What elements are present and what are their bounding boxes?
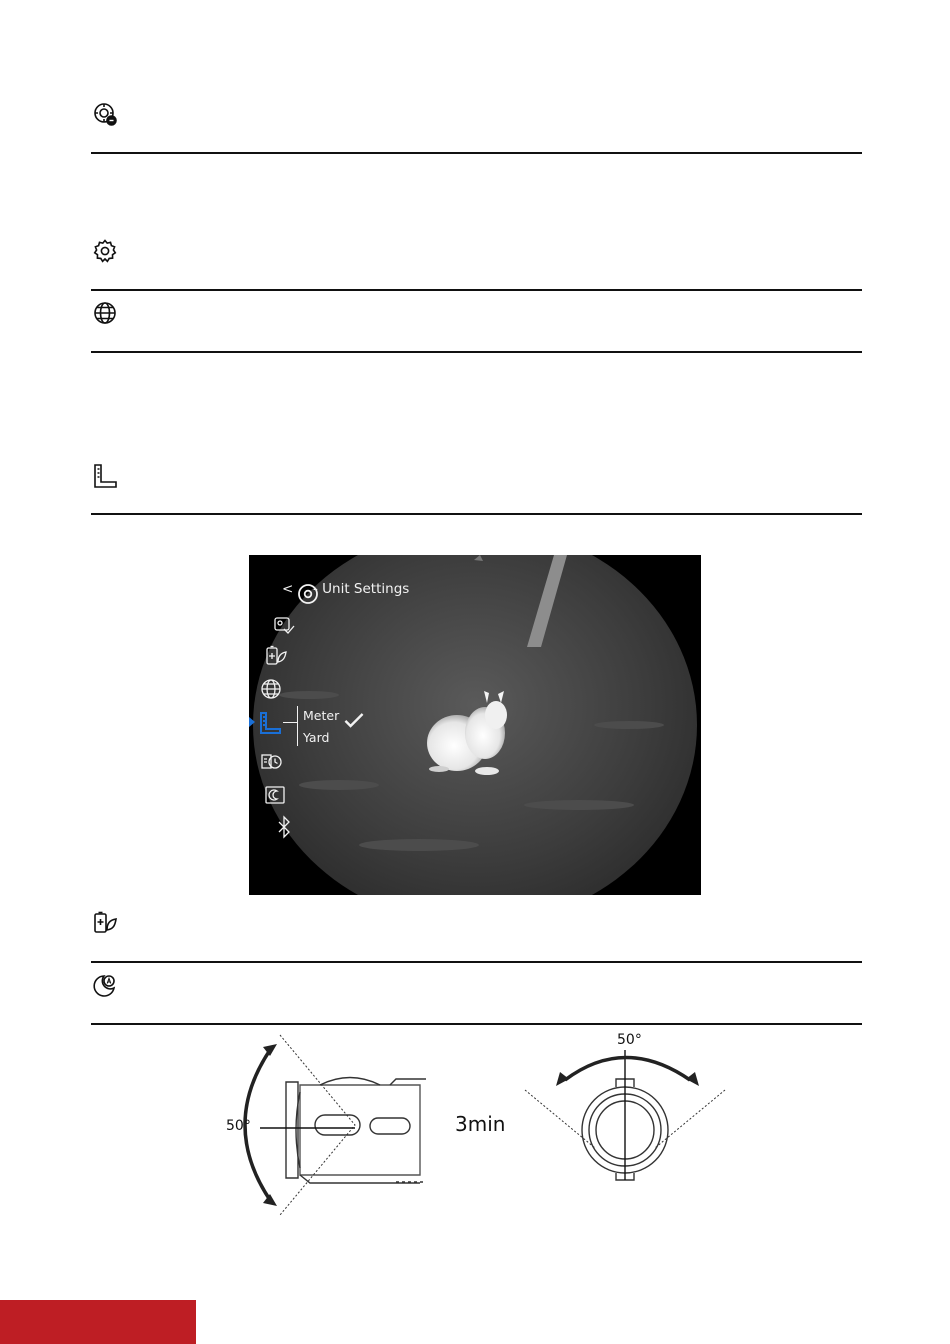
sleep-mode-icon[interactable] [263, 783, 287, 807]
selection-pointer [249, 717, 255, 727]
battery-eco-icon [92, 910, 118, 936]
section-divider [91, 351, 862, 353]
left-angle-label: 50° [226, 1118, 251, 1134]
submenu-connector [283, 722, 297, 723]
timer-label: 3min [455, 1112, 506, 1136]
section-divider [91, 152, 862, 154]
battery-eco-icon[interactable] [264, 644, 288, 668]
bluetooth-icon[interactable] [272, 815, 296, 839]
ruler-icon [92, 463, 118, 489]
option-meter[interactable]: Meter [303, 708, 340, 723]
checkmark-icon [342, 708, 356, 722]
auto-calibration-icon [92, 101, 118, 127]
footer-accent-bar [0, 1300, 196, 1344]
settings-small-icon [296, 582, 312, 598]
globe-icon[interactable] [259, 677, 283, 701]
section-divider [91, 1023, 862, 1025]
time-icon[interactable] [260, 750, 284, 774]
globe-icon [92, 300, 118, 326]
section-divider [91, 961, 862, 963]
section-divider [91, 513, 862, 515]
gear-icon [92, 238, 118, 264]
screen-title: - Unit Settings [313, 581, 410, 597]
unit-ruler-icon[interactable] [258, 711, 282, 735]
back-button[interactable]: < [282, 581, 294, 597]
image-settings-icon[interactable] [272, 613, 296, 637]
device-screen-image [249, 555, 701, 895]
right-angle-label: 50° [617, 1032, 642, 1048]
section-divider [91, 289, 862, 291]
option-yard[interactable]: Yard [303, 730, 330, 745]
submenu-bracket [297, 706, 298, 746]
auto-sleep-icon [92, 972, 118, 998]
